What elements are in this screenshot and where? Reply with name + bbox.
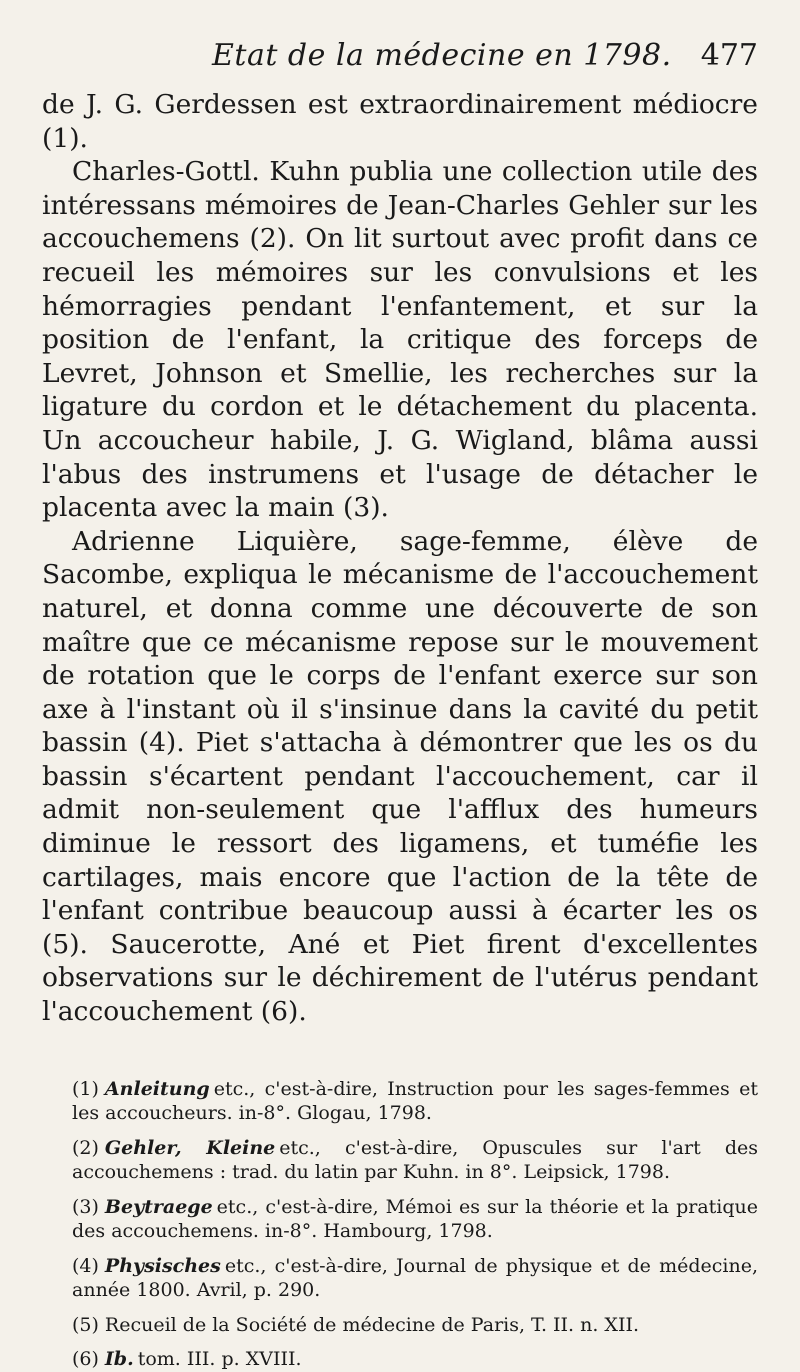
footnote-text: etc., c'est-à-dire, Journal de physique et de médecine, année 1800. Avril, p. 290. (72, 1254, 758, 1302)
footnote-text: Recueil de la Société de médecine de Paris, T. II. n. XII. (104, 1313, 639, 1336)
paragraph-2: Charles-Gottl. Kuhn publia une collection utile des intéressans mémoires de Jean-Charles Gehler sur les accouchemens (2). On lit surtout avec profit dans ce recueil les mémoires sur les convulsions et les hémorragies pendant l'enfantement, et sur la position de l'enfant, la critique des forceps de Levret, Johnson et Smellie, les recherches sur la ligature du cordon et le détachement du placenta. Un accoucheur habile, J. G. Wigland, blâma aussi l'abus des instrumens et l'usage de détacher le placenta avec la main (3). (42, 156, 758, 524)
running-head: Etat de la médecine en 1798. (212, 38, 672, 73)
footnote-6 (72, 1347, 758, 1372)
page-number: 477 (700, 38, 758, 73)
footnote-1 (72, 1077, 758, 1126)
footnote-title: Anleitung (104, 1077, 210, 1100)
footnote-ref: (3) (72, 1195, 99, 1218)
footnote-ref: (5) (72, 1313, 99, 1336)
footnote-text: etc., c'est-à-dire, Instruction pour les sages-femmes et les accoucheurs. in-8°. Glogau, 1798. (72, 1077, 758, 1125)
footnote-4 (72, 1254, 758, 1303)
footnote-2 (72, 1136, 758, 1185)
footnote-title: Physisches (104, 1254, 221, 1277)
footnote-text: etc., c'est-à-dire, Mémoi es sur la théorie et la pratique des accouchemens. in-8°. Hambourg, 1798. (72, 1195, 758, 1243)
paragraph-1: de J. G. Gerdessen est extraordinairement médiocre (1). (42, 89, 758, 154)
footnote-ref: (4) (72, 1254, 99, 1277)
footnotes (42, 1077, 758, 1372)
footnote-title: Beytraege (104, 1195, 213, 1218)
footnote-title: Ib. (104, 1348, 134, 1371)
footnote-ref: (6) (72, 1348, 99, 1371)
paragraph-3: Adrienne Liquière, sage-femme, élève de Sacombe, expliqua le mécanisme de l'accouchement naturel, et donna comme une découverte de son maître que ce mécanisme repose sur le mouvement de rotation que le corps de l'enfant exerce sur son axe à l'instant où il s'insinue dans la cavité du petit bassin (4). Piet s'attacha à démontrer que les os du bassin s'écartent pendant l'accouchement, car il admit non-seulement que l'afflux des humeurs diminue le ressort des ligamens, et tuméfie les cartilages, mais encore que l'action de la tête de l'enfant contribue beaucoup aussi à écarter les os (5). Saucerotte, Ané et Piet firent d'excellentes observations sur le déchirement de l'utérus pendant l'accouchement (6). (42, 525, 758, 1028)
footnote-ref: (1) (72, 1077, 99, 1100)
footnote-5 (72, 1313, 758, 1338)
footnote-ref: (2) (72, 1136, 99, 1159)
footnote-title: Gehler, Kleine (104, 1136, 276, 1159)
footnote-text: etc., c'est-à-dire, Opuscules sur l'art des accouchemens : trad. du latin par Kuhn. in 8°. Leipsick, 1798. (72, 1136, 759, 1184)
page-header (42, 38, 758, 88)
footnote-3 (72, 1195, 758, 1244)
footnote-text: tom. III. p. XVIII. (137, 1348, 302, 1371)
body-text (42, 88, 758, 1029)
